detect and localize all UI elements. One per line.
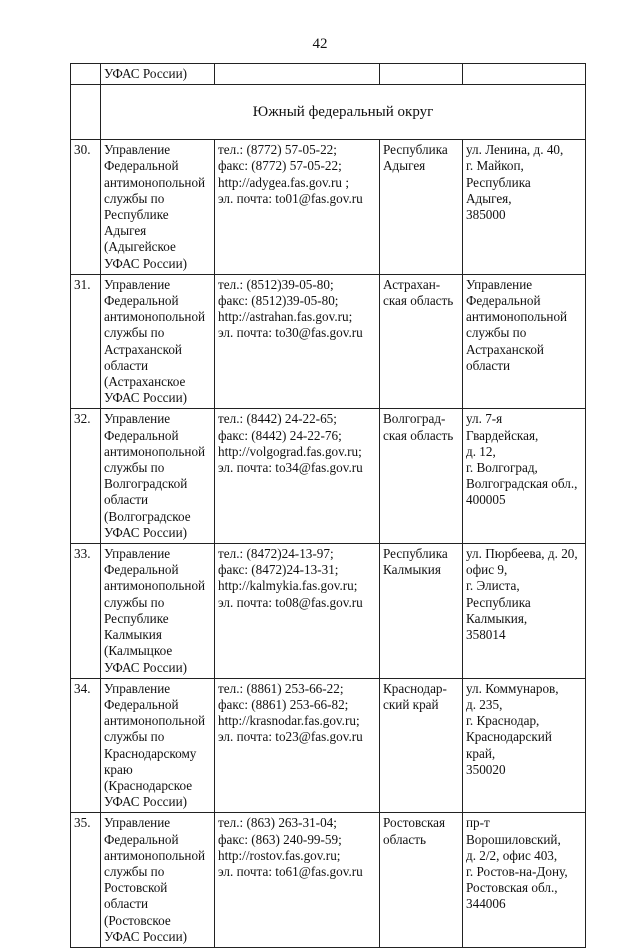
continuation-contacts-cell	[215, 64, 380, 85]
office-address-line: 350020	[466, 761, 506, 777]
office-address-line: 400005	[466, 492, 506, 508]
office-address-line: области	[466, 357, 511, 373]
office-contacts-cell	[215, 813, 380, 948]
office-name-line: Федеральной	[104, 427, 179, 443]
office-contacts-line: http://krasnodar.fas.gov.ru;	[218, 713, 360, 729]
office-name-cell	[101, 544, 215, 679]
office-contacts-line: эл. почта: to08@fas.gov.ru	[218, 594, 363, 610]
office-address-line: Краснодарский	[466, 729, 552, 745]
office-name-cell	[101, 678, 215, 813]
office-contacts-line: эл. почта: to34@fas.gov.ru	[218, 460, 363, 476]
office-contacts-line: http://adygea.fas.gov.ru ;	[218, 174, 349, 190]
office-contacts-cell	[215, 678, 380, 813]
office-name-cell	[101, 813, 215, 948]
office-name-line: (Калмыцкое	[104, 643, 173, 659]
office-address-line: Адыгея,	[466, 190, 512, 206]
office-contacts-line: факс: (8472)24-13-31;	[218, 562, 339, 578]
office-region-line: ский край	[383, 696, 439, 712]
office-name-line: Управление	[104, 680, 171, 696]
office-region-line: Адыгея	[383, 158, 426, 174]
office-contacts-line: http://astrahan.fas.gov.ru;	[218, 309, 353, 325]
office-address-line: г. Элиста,	[466, 578, 520, 594]
office-name-line: Федеральной	[104, 562, 179, 578]
office-name-line: антимонопольной	[104, 309, 206, 325]
office-contacts-line: эл. почта: to01@fas.gov.ru	[218, 190, 363, 206]
office-address-line: Калмыкия,	[466, 610, 528, 626]
office-name-line: Адыгея	[104, 223, 147, 239]
row-number-cell	[71, 409, 101, 544]
office-address-line: Волгоградская обл.,	[466, 476, 578, 492]
office-contacts-line: факс: (8442) 24-22-76;	[218, 427, 342, 443]
office-name-line: области	[104, 896, 149, 912]
office-contacts-line: тел.: (8512)39-05-80;	[218, 276, 334, 292]
office-region-cell	[380, 544, 463, 679]
office-region-cell	[380, 813, 463, 948]
row-number: 31.	[74, 276, 91, 292]
row-number-cell	[71, 140, 101, 275]
row-number: 33.	[74, 546, 91, 562]
office-address-line: Республика	[466, 594, 531, 610]
continuation-region-cell	[380, 64, 463, 85]
office-name-line: Ростовской	[104, 880, 168, 896]
continuation-address-cell	[463, 64, 586, 85]
office-region-line: Астрахан-	[383, 276, 441, 292]
office-name-line: УФАС России)	[104, 659, 188, 675]
continuation-num-cell	[71, 64, 101, 85]
office-address-line: ул. 7-я	[466, 411, 503, 427]
office-region-line: ская область	[383, 427, 454, 443]
page-number: 42	[312, 36, 328, 52]
office-address-line: Федеральной	[466, 293, 541, 309]
continuation-name-cell: УФАС России)	[101, 64, 215, 85]
office-region-cell	[380, 140, 463, 275]
office-name-line: УФАС России)	[104, 928, 188, 944]
office-name-line: Калмыкия	[104, 627, 162, 643]
office-name-line: Республике	[104, 207, 169, 223]
office-address-line: г. Майкоп,	[466, 158, 524, 174]
office-address-cell	[463, 409, 586, 544]
office-address-line: Управление	[466, 276, 533, 292]
office-address-line: Астраханской	[466, 341, 544, 357]
office-address-line: офис 9,	[466, 562, 508, 578]
office-name-line: службы по	[104, 863, 165, 879]
office-region-line: Республика	[383, 142, 448, 158]
office-region-line: Калмыкия	[383, 562, 441, 578]
office-name-line: службы по	[104, 594, 165, 610]
office-contacts-line: http://volgograd.fas.gov.ru;	[218, 443, 362, 459]
office-name-line: Федеральной	[104, 293, 179, 309]
office-contacts-line: эл. почта: to30@fas.gov.ru	[218, 325, 363, 341]
office-name-line: Краснодарскому	[104, 745, 197, 761]
office-contacts-line: тел.: (863) 263-31-04;	[218, 815, 337, 831]
office-contacts-cell	[215, 409, 380, 544]
office-contacts-cell	[215, 274, 380, 409]
table-row	[71, 274, 586, 409]
office-name-line: антимонопольной	[104, 174, 206, 190]
office-contacts-line: эл. почта: to23@fas.gov.ru	[218, 729, 363, 745]
office-address-line: Гвардейская,	[466, 427, 539, 443]
table-row	[71, 678, 586, 813]
office-name-line: Управление	[104, 815, 171, 831]
office-name-cell	[101, 140, 215, 275]
office-address-line: д. 2/2, офис 403,	[466, 847, 558, 863]
office-region-line: Краснодар-	[383, 680, 447, 696]
office-contacts-line: тел.: (8861) 253-66-22;	[218, 680, 344, 696]
office-contacts-line: факс: (863) 240-99-59;	[218, 831, 342, 847]
office-address-cell	[463, 678, 586, 813]
row-number-cell	[71, 813, 101, 948]
office-name-line: области	[104, 357, 149, 373]
office-region-line: Ростовская	[383, 815, 446, 831]
office-name-line: УФАС России)	[104, 524, 188, 540]
office-address-line: антимонопольной	[466, 309, 568, 325]
office-name-line: (Астраханское	[104, 374, 186, 390]
office-name-line: службы по	[104, 729, 165, 745]
office-address-line: г. Краснодар,	[466, 713, 540, 729]
office-name-line: службы по	[104, 190, 165, 206]
row-number: 34.	[74, 680, 91, 696]
office-name-line: УФАС России)	[104, 390, 188, 406]
office-region-cell	[380, 274, 463, 409]
office-region-cell	[380, 678, 463, 813]
office-name-line: Республике	[104, 610, 169, 626]
office-name-line: Управление	[104, 142, 171, 158]
office-name-line: Управление	[104, 411, 171, 427]
district-title: Южный федеральный округ	[101, 85, 586, 140]
office-address-line: г. Ростов-на-Дону,	[466, 863, 568, 879]
office-contacts-line: эл. почта: to61@fas.gov.ru	[218, 863, 363, 879]
office-address-line: 344006	[466, 896, 506, 912]
office-address-cell	[463, 813, 586, 948]
office-name-line: краю	[104, 761, 133, 777]
table-row	[71, 409, 586, 544]
office-name-line: (Адыгейское	[104, 239, 176, 255]
office-contacts-line: факс: (8772) 57-05-22;	[218, 158, 342, 174]
office-address-line: службы по	[466, 325, 527, 341]
office-name-line: Волгоградской	[104, 476, 188, 492]
office-address-line: Республика	[466, 174, 531, 190]
office-name-line: службы по	[104, 325, 165, 341]
office-region-line: ская область	[383, 293, 454, 309]
row-number: 35.	[74, 815, 91, 831]
row-number: 32.	[74, 411, 91, 427]
district-num-cell	[71, 85, 101, 140]
office-name-line: Астраханской	[104, 341, 182, 357]
office-name-line: области	[104, 492, 149, 508]
office-contacts-line: http://rostov.fas.gov.ru;	[218, 847, 341, 863]
office-address-line: д. 235,	[466, 696, 503, 712]
office-address-line: ул. Ленина, д. 40,	[466, 142, 564, 158]
office-region-cell	[380, 409, 463, 544]
office-address-line: ул. Коммунаров,	[466, 680, 559, 696]
office-name-line: Федеральной	[104, 831, 179, 847]
office-name-line: Федеральной	[104, 158, 179, 174]
office-name-line: антимонопольной	[104, 443, 206, 459]
office-address-cell	[463, 544, 586, 679]
table-row	[71, 544, 586, 679]
office-name-cell	[101, 409, 215, 544]
office-region-line: Волгоград-	[383, 411, 446, 427]
office-name-line: УФАС России)	[104, 794, 188, 810]
office-name-cell	[101, 274, 215, 409]
office-address-line: 385000	[466, 207, 506, 223]
office-address-line: д. 12,	[466, 443, 496, 459]
row-number-cell	[71, 274, 101, 409]
row-number-cell	[71, 678, 101, 813]
office-contacts-line: тел.: (8472)24-13-97;	[218, 546, 334, 562]
office-address-cell	[463, 274, 586, 409]
table-row	[71, 140, 586, 275]
office-contacts-line: тел.: (8442) 24-22-65;	[218, 411, 337, 427]
office-contacts-line: http://kalmykia.fas.gov.ru;	[218, 578, 358, 594]
office-address-line: ул. Пюрбеева, д. 20,	[466, 546, 578, 562]
office-address-line: 358014	[466, 627, 506, 643]
office-region-line: Республика	[383, 546, 448, 562]
office-address-line: Ворошиловский,	[466, 831, 561, 847]
office-name-line: антимонопольной	[104, 847, 206, 863]
continuation-row	[71, 64, 586, 85]
office-region-line: область	[383, 831, 427, 847]
fas-offices-table	[70, 63, 586, 948]
office-address-line: пр-т	[466, 815, 490, 831]
office-contacts-line: факс: (8861) 253-66-82;	[218, 696, 349, 712]
row-number-cell	[71, 544, 101, 679]
district-header-row	[71, 85, 586, 140]
table-row	[71, 813, 586, 948]
office-contacts-cell	[215, 544, 380, 679]
office-name-line: (Краснодарское	[104, 777, 193, 793]
row-number: 30.	[74, 142, 91, 158]
office-name-line: Управление	[104, 276, 171, 292]
office-contacts-line: тел.: (8772) 57-05-22;	[218, 142, 337, 158]
office-address-cell	[463, 140, 586, 275]
office-name-line: Федеральной	[104, 696, 179, 712]
office-name-line: (Волгоградское	[104, 508, 191, 524]
office-address-line: г. Волгоград,	[466, 460, 538, 476]
office-name-line: антимонопольной	[104, 713, 206, 729]
office-contacts-cell	[215, 140, 380, 275]
office-name-line: УФАС России)	[104, 255, 188, 271]
office-name-line: (Ростовское	[104, 912, 171, 928]
office-name-line: Управление	[104, 546, 171, 562]
office-address-line: Ростовская обл.,	[466, 880, 558, 896]
office-name-line: службы по	[104, 460, 165, 476]
office-address-line: край,	[466, 745, 496, 761]
office-name-line: антимонопольной	[104, 578, 206, 594]
office-contacts-line: факс: (8512)39-05-80;	[218, 293, 339, 309]
